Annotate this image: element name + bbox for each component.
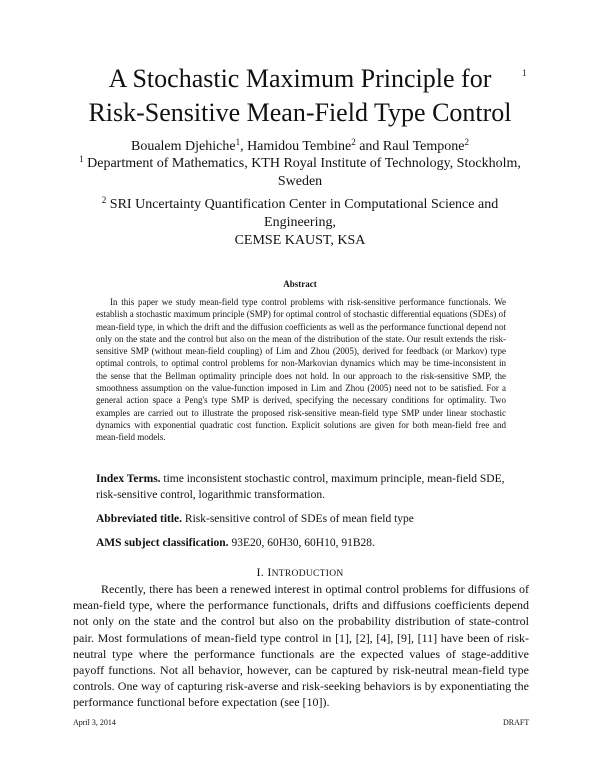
footer-date: April 3, 2014 xyxy=(73,718,116,727)
paper-title xyxy=(60,62,540,130)
abstract-text: In this paper we study mean-field type control problems with risk-sensitive performance functionals. We establish a stochastic maximum principle (SMP) for optimal control of stochastic differential equations (SDEs) of mean-field type, in which the drift and the diffusion coefficients as well as the performance functional depend not only on the state and the control but also on the mean of the distribution of the state. Our result extends the risk-sensitive SMP (without mean-field coupling) of Lim and Zhou (2005), derived for feedback (or Markov) type optimal controls, to optimal control problems for non-Markovian dynamics which may be time-inconsistent in the sense that the Bellman optimality principle does not hold. In our approach to the risk-sensitive SMP, the smoothness assumption on the value-function imposed in Lim and Zhou (2005) need not to be satisfied. For a general action space a Peng's type SMP is derived, specifying the necessary conditions for optimality. Two examples are carried out to illustrate the proposed risk-sensitive mean-field type SMP under linear stochastic dynamics with exponential quadratic cost function. Explicit solutions are given for both mean-field free and mean-field models. xyxy=(96,297,506,443)
ams-classification xyxy=(96,535,508,551)
section-initial: I xyxy=(267,565,272,579)
index-terms-label: Index Terms. xyxy=(96,473,161,485)
author-tempone: and Raul Tempone xyxy=(355,139,465,154)
page-number: 1 xyxy=(522,68,527,78)
ams-classification-label: AMS subject classification. xyxy=(96,537,229,549)
footer-draft: DRAFT xyxy=(503,718,530,727)
title-line-2: Risk-Sensitive Mean-Field Type Control xyxy=(88,98,512,127)
section-heading xyxy=(0,565,600,580)
author-sup: 2 xyxy=(351,137,356,147)
body-paragraph: Recently, there has been a renewed interest in optimal control problems for diffusions of mean-field type, where the performance functionals, drifts and diffusions coefficients depend not only on the state and the control but also on the probability distribution of state-control pair. Most formulations of mean-field type control in [1], [2], [4], [9], [11] have been of risk-neutral type where the performance functionals are the expected values of stage-additive payoff functions. Not all behavior, however, can be captured by risk-neutral mean-field type controls. One way of capturing risk-averse and risk-seeking behaviors is by exponentiating the performance functional before expectation (see [10]). xyxy=(73,582,529,710)
author-sup: 1 xyxy=(235,137,241,147)
affiliations xyxy=(70,150,530,250)
affiliation-kth: $^1$ Department of Mathematics, KTH Royal Institute of Technology, Stockholm, Sweden xyxy=(79,154,521,189)
author-tembine: , Hamidou Tembine xyxy=(240,139,352,154)
abbreviated-title-text: Risk-sensitive control of SDEs of mean field type xyxy=(182,513,414,525)
section-title-rest: NTRODUCTION xyxy=(271,569,344,579)
author-sup: 2 xyxy=(464,137,469,147)
abbreviated-title xyxy=(96,511,508,527)
author-djehiche: Boualem Djehiche xyxy=(130,139,236,154)
abbreviated-title-label: Abbreviated title. xyxy=(96,513,183,525)
affiliation-sri: $^2$ SRI Uncertainty Quantification Center in Computational Science and Engineering, xyxy=(101,195,499,230)
ams-classification-text: 93E20, 60H30, 60H10, 91B28. xyxy=(228,537,375,549)
abstract-heading: Abstract xyxy=(283,279,317,289)
title-line-1: A Stochastic Maximum Principle for xyxy=(108,64,492,93)
index-terms xyxy=(96,471,508,503)
section-number: I. xyxy=(256,565,268,579)
index-terms-text: time inconsistent stochastic control, maximum principle, mean-field SDE, risk-sensitive control, logarithmic transformation. xyxy=(96,473,505,501)
affiliation-kaust: CEMSE KAUST, KSA xyxy=(234,233,366,248)
